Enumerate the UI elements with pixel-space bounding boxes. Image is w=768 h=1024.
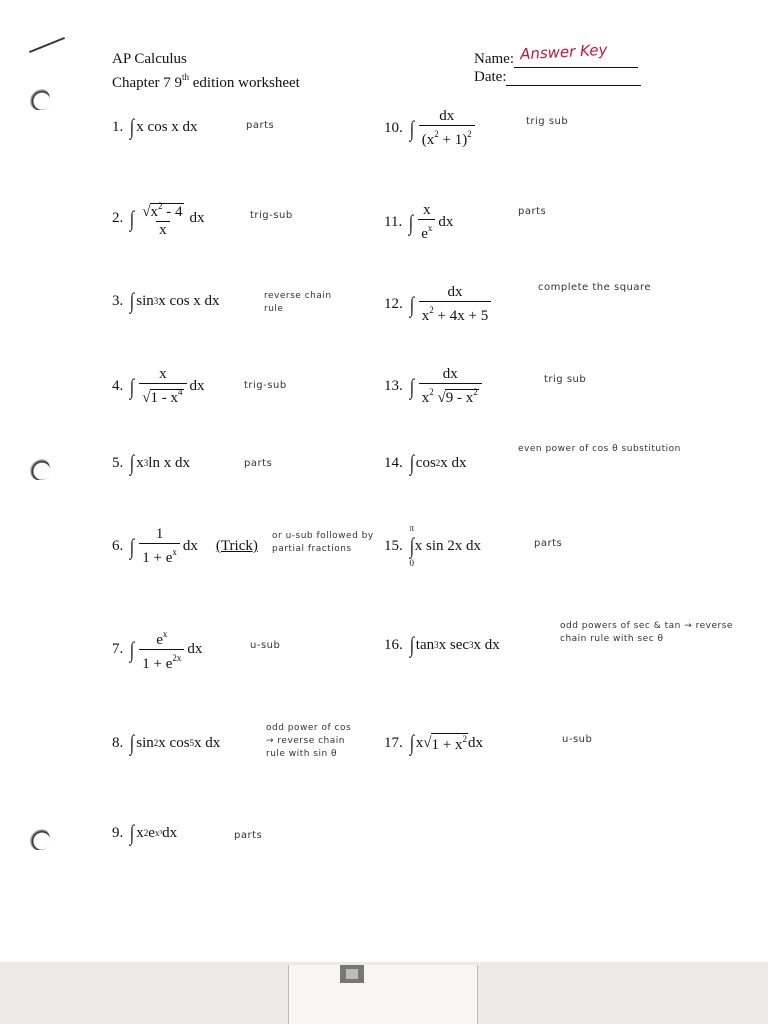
date-field[interactable] xyxy=(506,69,641,86)
integral-sign: ∫ xyxy=(130,450,135,475)
fraction: $\frac{dx}{x^2 + 4x + 5}$ xyxy=(419,284,491,325)
integral-sign: ∫ xyxy=(409,632,414,657)
problem-15: 15. π ∫ 0 x sin 2x dx xyxy=(384,523,482,568)
name-field[interactable] xyxy=(514,40,638,68)
binder-hole xyxy=(30,458,50,480)
integral-sign: ∫ xyxy=(409,373,414,399)
integral-sign: ∫ xyxy=(130,114,135,139)
integral-bounds: π ∫ 0 xyxy=(409,523,415,568)
method-note-4: trig-sub xyxy=(244,380,287,391)
integral-sign: ∫ xyxy=(409,730,414,755)
problem-5: 5. ∫ x 3 ln x dx xyxy=(112,450,190,475)
integral-sign: ∫ xyxy=(409,450,414,475)
method-note-16: odd powers of sec & tan → reverse chain rule with sec θ xyxy=(560,621,733,644)
method-note-3: reverse chain rule xyxy=(264,291,332,314)
integral-sign: ∫ xyxy=(130,730,135,755)
fraction: $\frac{x}{e^x}$ xyxy=(418,202,435,243)
method-note-1: parts xyxy=(246,120,275,131)
problem-1: 1. ∫ x cos x dx xyxy=(112,114,198,139)
method-note-17: u-sub xyxy=(562,734,593,745)
name-label: Name: xyxy=(474,51,514,67)
method-note-9: parts xyxy=(234,830,263,841)
problem-16: 16. ∫ tan 3 x sec 3 x dx xyxy=(384,632,500,657)
problem-10: 10. ∫ $\frac{dx}{(x^2 + 1)^2}$ xyxy=(384,108,478,149)
method-note-11: parts xyxy=(518,206,547,217)
pencil-mark xyxy=(29,37,65,53)
problem-9: 9. ∫ x 2 e x³ dx xyxy=(112,820,178,845)
integral-sign: ∫ xyxy=(409,115,414,141)
integral-sign: ∫ xyxy=(130,205,135,231)
method-note-12: complete the square xyxy=(538,282,652,293)
name-value: Answer Key xyxy=(519,40,608,64)
integral-sign: ∫ xyxy=(409,533,414,558)
fraction: $\frac{x}{√1 - x^4}$ xyxy=(139,366,186,407)
problem-8: 8. ∫ sin 2 x cos 5 x dx xyxy=(112,730,221,755)
method-note-15: parts xyxy=(534,538,563,549)
fraction: $\frac{dx}{x^2 √9 - x^2}$ xyxy=(419,366,482,407)
method-note-6: or u-sub followed by partial fractions xyxy=(272,531,374,554)
integral-sign: ∫ xyxy=(130,288,135,313)
integral-sign: ∫ xyxy=(130,533,135,559)
date-label: Date: xyxy=(474,69,507,85)
problem-14: 14. ∫ cos 2 x dx xyxy=(384,450,467,475)
method-note-2: trig-sub xyxy=(250,210,293,221)
binder-hole xyxy=(30,828,50,850)
header-left xyxy=(112,50,300,92)
integral-sign: ∫ xyxy=(130,636,135,662)
problem-4: 4. ∫ $\frac{x}{√1 - x^4}$ dx xyxy=(112,366,205,406)
integral-sign: ∫ xyxy=(130,820,135,845)
header-right xyxy=(474,40,641,86)
problem-2: 2. ∫ $\frac{√x^2 - 4}{x}$ dx xyxy=(112,198,205,239)
name-row xyxy=(474,40,641,68)
problem-11: 11. ∫ $\frac{x}{e^x}$ dx xyxy=(384,202,454,242)
fraction: $\frac{√x^2 - 4}{x}$ xyxy=(142,201,183,238)
method-note-7: u-sub xyxy=(250,640,281,651)
trick-label: (Trick) xyxy=(215,538,258,554)
problem-17: 17. ∫ x √ $1 + x^2$ dx xyxy=(384,730,483,755)
fraction: $\frac{e^x}{1 + e^{2x}}$ xyxy=(139,626,184,673)
problem-3: 3. ∫ sin 3 x cos x dx xyxy=(112,288,220,313)
problem-12: 12. ∫ $\frac{dx}{x^2 + 4x + 5}$ xyxy=(384,284,494,325)
date-row xyxy=(474,68,641,86)
binder-hole xyxy=(30,88,50,110)
film-icon xyxy=(340,965,364,983)
method-note-13: trig sub xyxy=(544,374,587,385)
fraction: $\frac{dx}{(x^2 + 1)^2}$ xyxy=(419,108,475,149)
fraction: $\frac{1}{1 + e^x}$ xyxy=(139,526,180,567)
binder-tab xyxy=(288,965,478,1024)
integral-sign: ∫ xyxy=(409,291,414,317)
chapter-title: Chapter 7 9th edition worksheet xyxy=(112,72,300,91)
method-note-14: even power of cos θ substitution xyxy=(518,444,681,454)
integral-sign: ∫ xyxy=(409,209,414,235)
problem-13: 13. ∫ $\frac{dx}{x^2 √9 - x^2}$ xyxy=(384,366,485,407)
method-note-5: parts xyxy=(244,458,273,469)
problem-7: 7. ∫ $\frac{e^x}{1 + e^{2x}}$ dx xyxy=(112,626,202,673)
method-note-8: odd power of cos → reverse chain rule with sin θ xyxy=(266,723,352,759)
method-note-10: trig sub xyxy=(526,116,569,127)
course-title: AP Calculus xyxy=(112,51,187,67)
integral-sign: ∫ xyxy=(130,373,135,399)
problem-6: 6. ∫ $\frac{1}{1 + e^x}$ dx (Trick) xyxy=(112,526,258,566)
